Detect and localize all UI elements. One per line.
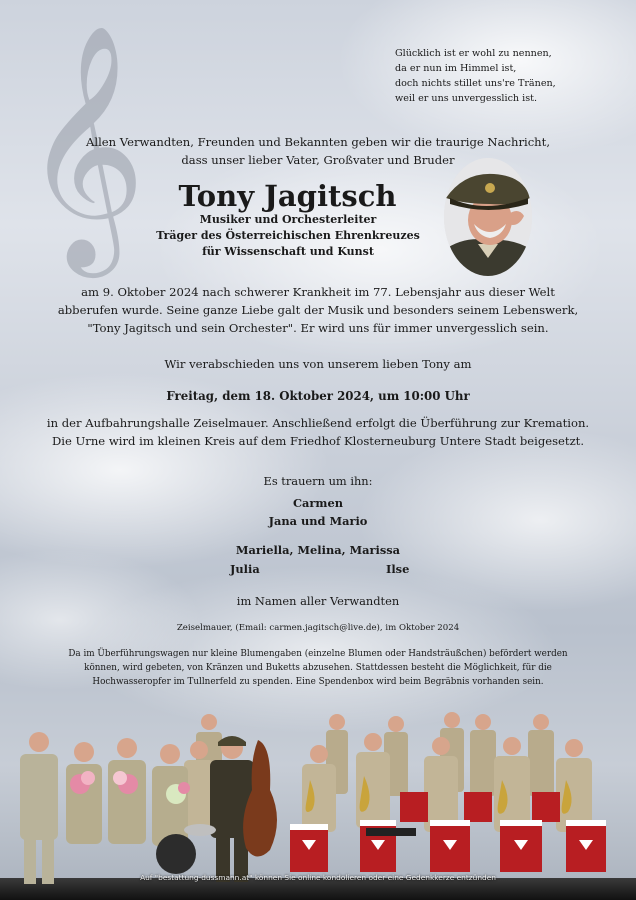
place-contact: Zeiselmauer, (Email: carmen.jagitsch@live.de), im Oktober 2024 (176, 623, 460, 633)
mourners-heading: Es trauern um ihn: (263, 474, 373, 488)
portrait-illustration (444, 158, 532, 276)
poem-line: doch nichts stillet uns're Tränen, (395, 78, 556, 89)
farewell-text: Wir verabschieden uns von unserem lieben Tony am (164, 357, 472, 371)
condolence-footer: Auf "bestattung-dussmann.at" können Sie online kondolieren oder eine Gedenkkerze entzünden (140, 873, 496, 882)
details-line: Die Urne wird im kleinen Kreis auf dem Friedhof Klosterneuburg Untere Stadt beigesetzt. (51, 434, 585, 448)
mourner-julia: Julia (230, 562, 260, 576)
details-line: in der Aufbahrungshalle Zeiselmauer. Anschließend erfolgt die Überführung zur Kremation. (46, 416, 590, 430)
poem-line: Glücklich ist er wohl zu nennen, (395, 48, 552, 59)
donation-note (0, 647, 636, 689)
relatives-line: im Namen aller Verwandten (236, 594, 400, 608)
deceased-titles (148, 212, 428, 260)
note-line: können, wird gebeten, von Kränzen und Buketts abzusehen. Stattdessen besteht die Möglichkeit, für die (84, 663, 552, 673)
note-line: Hochwasseropfer im Tullnerfeld zu spenden. Eine Spendenbox wird beim Begräbnis vorhanden sein. (92, 677, 544, 687)
notice-line: abberufen wurde. Seine ganze Liebe galt der Musik und besonders seinem Lebenswerk, (57, 303, 579, 317)
mourner-name: Jana und Mario (268, 514, 368, 528)
title-line: für Wissenschaft und Kunst (202, 245, 374, 258)
portrait-photo (444, 158, 532, 276)
ceremony-details (0, 414, 636, 450)
deceased-name: Tony Jagitsch (178, 179, 397, 213)
title-line: Träger des Österreichischen Ehrenkreuzes (156, 229, 420, 242)
poem (395, 46, 625, 106)
treble-clef-icon: 𝄞 (22, 22, 147, 267)
funeral-date: Freitag, dem 18. Oktober 2024, um 10:00 Uhr (166, 389, 470, 403)
intro-line: dass unser lieber Vater, Großvater und Bruder (181, 153, 455, 167)
mourner-names (0, 494, 636, 530)
notice-line: "Tony Jagitsch und sein Orchester". Er wird uns für immer unvergesslich sein. (87, 321, 549, 335)
death-notice (0, 283, 636, 337)
mourner-ilse: Ilse (386, 562, 410, 576)
notice-line: am 9. Oktober 2024 nach schwerer Krankheit im 77. Lebensjahr aus dieser Welt (81, 285, 555, 299)
intro-line: Allen Verwandten, Freunden und Bekannten geben wir die traurige Nachricht, (86, 135, 550, 149)
intro-text (0, 133, 636, 169)
title-line: Musiker und Orchesterleiter (199, 213, 377, 226)
poem-line: weil er uns unvergesslich ist. (395, 93, 538, 104)
note-line: Da im Überführungswagen nur kleine Blumengaben (einzelne Blumen oder Handsträußchen) befördert werden (68, 649, 568, 659)
poem-line: da er nun im Himmel ist, (395, 63, 517, 74)
mourner-name: Carmen (292, 496, 344, 510)
orchestra-photo (0, 700, 636, 900)
grandchildren-names: Mariella, Melina, Marissa (235, 543, 401, 557)
